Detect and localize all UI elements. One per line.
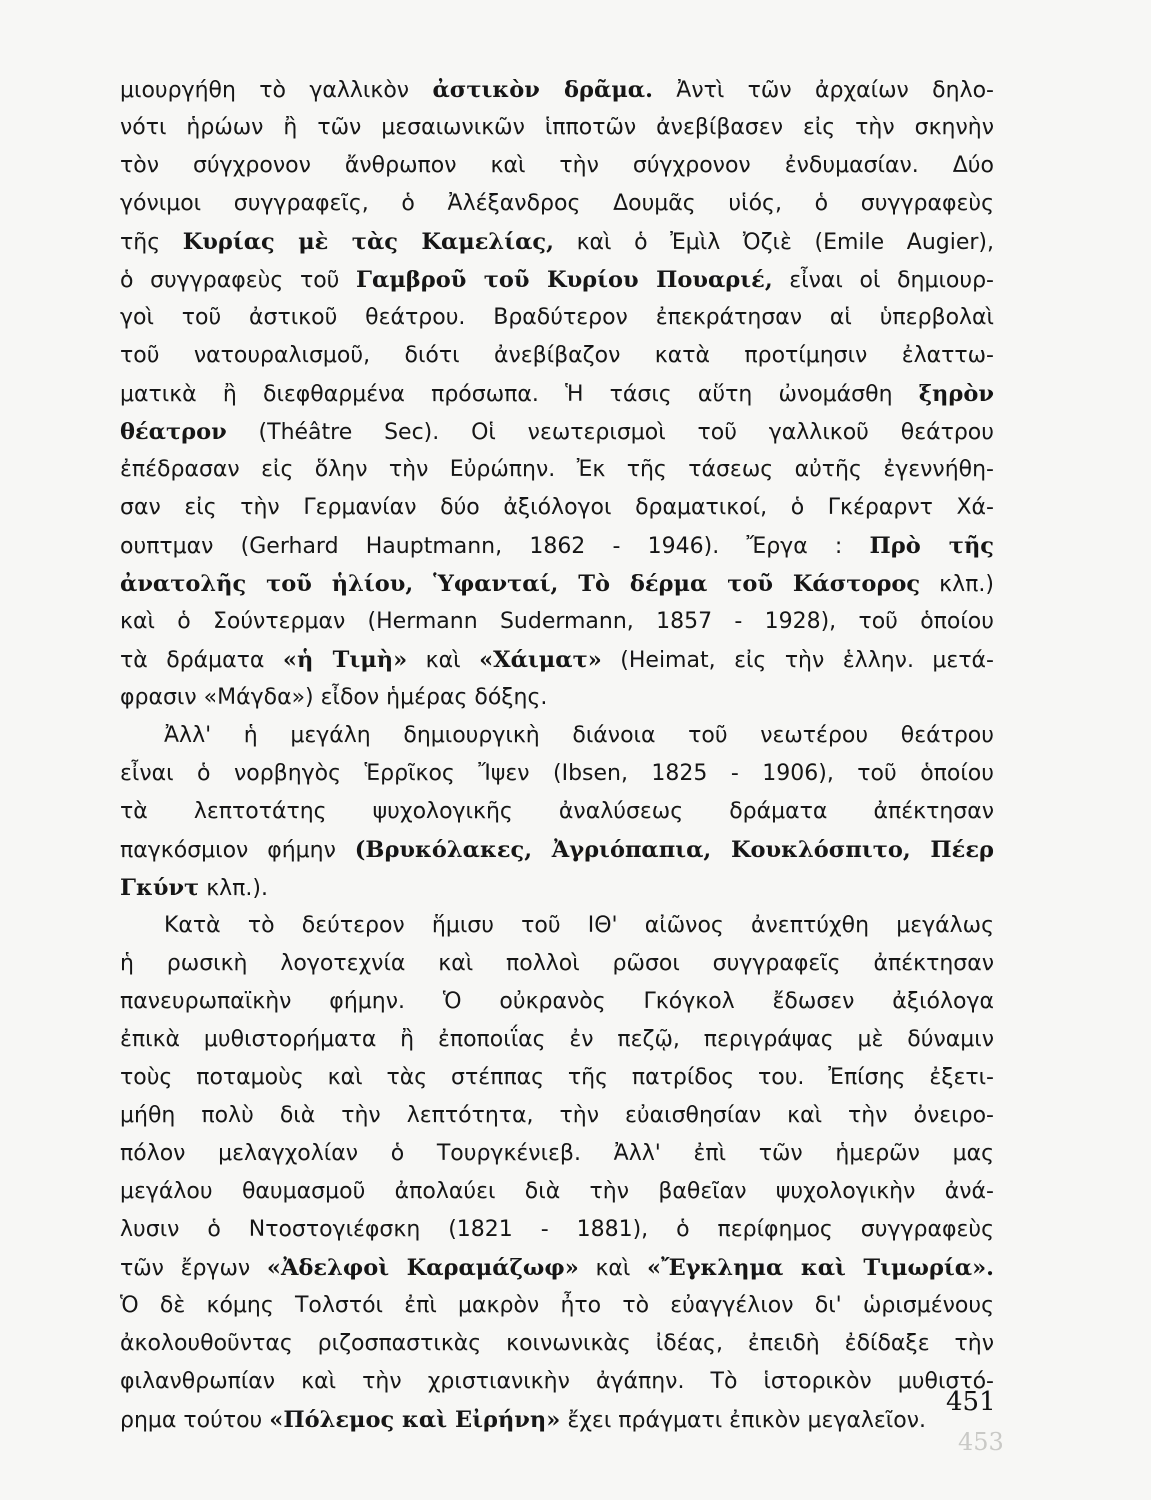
text-line [120, 602, 994, 642]
text-run: γοὶ τοῦ ἀστικοῦ θεάτρου. Βραδύτερον ἐπεκράτησαν αἱ ὑπερβολαὶ [120, 305, 994, 330]
text-line [120, 716, 994, 756]
text-run: καὶ [578, 1256, 648, 1281]
bold-title: ἀστικὸν δρᾶμα. [432, 77, 653, 103]
text-line [120, 526, 994, 566]
text-run: ἐπέδρασαν εἰς ὅλην τὴν Εὐρώπην. Ἐκ τῆς τάσεως αὐτῆς ἐγεννήθη- [120, 457, 994, 482]
text-line [120, 1324, 994, 1364]
bold-title: (Βρυκόλακες, Ἀγριόπαπια, Κουκλόσπιτο, Πέερ [354, 837, 994, 863]
text-run: εἶναι οἱ δημιουρ- [772, 268, 994, 293]
text-run: μεγάλου θαυμασμοῦ ἀπολαύει διὰ τὴν βαθεῖαν ψυχολογικὴν ἀνά- [120, 1179, 994, 1204]
bold-title: θέατρον [120, 419, 227, 445]
text-line [120, 374, 994, 414]
text-line [120, 1020, 994, 1060]
text-run: Ἀντὶ τῶν ἀρχαίων δηλο- [652, 78, 994, 103]
text-line [120, 1400, 994, 1440]
text-line [120, 222, 994, 262]
text-run: τὰ δράματα [120, 648, 283, 673]
text-run: μήθη πολὺ διὰ τὴν λεπτότητα, τὴν εὐαισθησίαν καὶ τὴν ὀνειρο- [120, 1103, 994, 1128]
text-run: τῆς [120, 230, 183, 255]
text-line [120, 640, 994, 680]
text-line [120, 982, 994, 1022]
text-line [120, 70, 994, 110]
text-run: ματικὰ ἢ διεφθαρμένα πρόσωπα. Ἡ τάσις αὕτη ὠνομάσθη [120, 382, 919, 407]
text-run: καὶ ὁ Σούντερμαν (Hermann Sudermann, 1857 - 1928), τοῦ ὁποίου [120, 609, 994, 634]
text-line [120, 906, 994, 946]
text-run: ἡ ρωσικὴ λογοτεχνία καὶ πολλοὶ ρῶσοι συγγραφεῖς ἀπέκτησαν [120, 951, 994, 976]
text-run: γόνιμοι συγγραφεῖς, ὁ Ἀλέξανδρος Δουμᾶς υἱός, ὁ συγγραφεὺς [120, 191, 994, 216]
text-line [120, 1362, 994, 1402]
bold-title: Γκύντ [120, 875, 200, 901]
text-line [120, 564, 994, 604]
text-run: (Heimat, εἰς τὴν ἑλλην. μετά- [601, 648, 995, 673]
bold-title: «Πόλεμος καὶ Εἰρήνη» [269, 1407, 561, 1433]
text-line [120, 412, 994, 452]
text-run: ὁ συγγραφεὺς τοῦ [120, 268, 357, 293]
text-run: κλπ.) [920, 572, 994, 597]
text-run: εἶναι ὁ νορβηγὸς Ἑρρῖκος Ἴψεν (Ibsen, 1825 - 1906), τοῦ ὁποίου [120, 761, 994, 786]
text-line [120, 450, 994, 490]
text-run: πανευρωπαϊκὴν φήμην. Ὁ οὐκρανὸς Γκόγκολ ἔδωσεν ἀξιόλογα [120, 989, 994, 1014]
text-run: ἐπικὰ μυθιστορήματα ἢ ἐποποιΐας ἐν πεζῷ, περιγράψας μὲ δύναμιν [120, 1027, 994, 1052]
text-run: Ὁ δὲ κόμης Τολστόι ἐπὶ μακρὸν ἦτο τὸ εὐαγγέλιον δι' ὡρισμένους [120, 1293, 994, 1318]
bold-title: ἀνατολῆς τοῦ ἡλίου, Ὑφανταί, Τὸ δέρμα τοῦ Κάστορος [120, 571, 921, 597]
text-run: τῶν ἔργων [120, 1256, 267, 1281]
text-run: ἀκολουθοῦντας ριζοσπαστικὰς κοινωνικὰς ἰδέας, ἐπειδὴ ἐδίδαξε τὴν [120, 1331, 994, 1356]
text-run: τὰ λεπτοτάτης ψυχολογικῆς ἀναλύσεως δράματα ἀπέκτησαν [120, 799, 994, 824]
text-run: καὶ [407, 648, 480, 673]
text-run: τὸν σύγχρονον ἄνθρωπον καὶ τὴν σύγχρονον ἐνδυμασίαν. Δύο [120, 153, 994, 178]
bold-title: ξηρὸν [918, 381, 994, 407]
text-line [120, 260, 994, 300]
text-line [120, 678, 994, 718]
text-line [120, 1172, 994, 1212]
bold-title: «ἡ Τιμὴ» [282, 647, 408, 673]
text-line [120, 108, 994, 148]
text-line [120, 792, 994, 832]
text-line [120, 868, 994, 908]
text-run: τοὺς ποταμοὺς καὶ τὰς στέππας τῆς πατρίδος του. Ἐπίσης ἐξετι- [120, 1065, 994, 1090]
text-run: καὶ ὁ Ἐμὶλ Ὀζιὲ (Emile Augier), [553, 230, 995, 255]
text-run: φιλανθρωπίαν καὶ τὴν χριστιανικὴν ἀγάπην. Τὸ ἱστορικὸν μυθιστό- [120, 1369, 994, 1394]
bold-title: Κυρίας μὲ τὰς Καμελίας, [182, 229, 554, 255]
text-run: νότι ἡρώων ἢ τῶν μεσαιωνικῶν ἱπποτῶν ἀνεβίβασεν εἰς τὴν σκηνὴν [120, 115, 994, 140]
text-line [120, 336, 994, 376]
bold-title: Πρὸ τῆς [869, 533, 994, 559]
bold-title: Γαμβροῦ τοῦ Κυρίου Πουαριέ, [356, 267, 773, 293]
text-line [120, 1096, 994, 1136]
text-run: μιουργήθη τὸ γαλλικὸν [120, 78, 433, 103]
text-run: λυσιν ὁ Ντοστογιέφσκη (1821 - 1881), ὁ περίφημος συγγραφεὺς [120, 1217, 994, 1242]
text-line [120, 184, 994, 224]
text-line [120, 488, 994, 528]
text-run: ἔχει πράγματι ἐπικὸν μεγαλεῖον. [560, 1408, 926, 1433]
text-run: Κατὰ τὸ δεύτερον ἥμισυ τοῦ ΙΘ' αἰῶνος ἀνεπτύχθη μεγάλως [164, 913, 994, 938]
text-run: Ἀλλ' ἡ μεγάλη δημιουργικὴ διάνοια τοῦ νεωτέρου θεάτρου [164, 723, 994, 748]
text-line [120, 146, 994, 186]
text-line [120, 1248, 994, 1288]
text-run: ουπτμαν (Gerhard Hauptmann, 1862 - 1946). Ἔργα : [120, 534, 870, 559]
page-number: 451 [946, 1387, 996, 1417]
text-line [120, 1134, 994, 1174]
bold-title: «Ἀδελφοὶ Καραμάζωφ» [266, 1255, 579, 1281]
bleed-through-page-number: 453 [958, 1428, 1004, 1456]
text-run: παγκόσμιον φήμην [120, 838, 355, 863]
text-run: τοῦ νατουραλισμοῦ, διότι ἀνεβίβαζον κατὰ προτίμησιν ἐλαττω- [120, 343, 994, 368]
text-run: πόλον μελαγχολίαν ὁ Τουργκένιεβ. Ἀλλ' ἐπὶ τῶν ἡμερῶν μας [120, 1141, 994, 1166]
text-run: σαν εἰς τὴν Γερμανίαν δύο ἀξιόλογοι δραματικοί, ὁ Γκέραρντ Χά- [120, 495, 994, 520]
text-line [120, 1058, 994, 1098]
text-line [120, 830, 994, 870]
text-line [120, 944, 994, 984]
text-run: (Théâtre Sec). Οἱ νεωτερισμοὶ τοῦ γαλλικοῦ θεάτρου [226, 420, 994, 445]
text-line [120, 298, 994, 338]
bold-title: «Ἔγκλημα καὶ Τιμωρία». [647, 1255, 995, 1281]
text-run: φρασιν «Μάγδα») εἶδον ἡμέρας δόξης. [120, 685, 548, 710]
text-run: ρημα τούτου [120, 1408, 270, 1433]
text-line [120, 1210, 994, 1250]
bold-title: «Χάιματ» [479, 647, 602, 673]
text-line [120, 754, 994, 794]
text-run: κλπ.). [199, 876, 268, 901]
text-line [120, 1286, 994, 1326]
